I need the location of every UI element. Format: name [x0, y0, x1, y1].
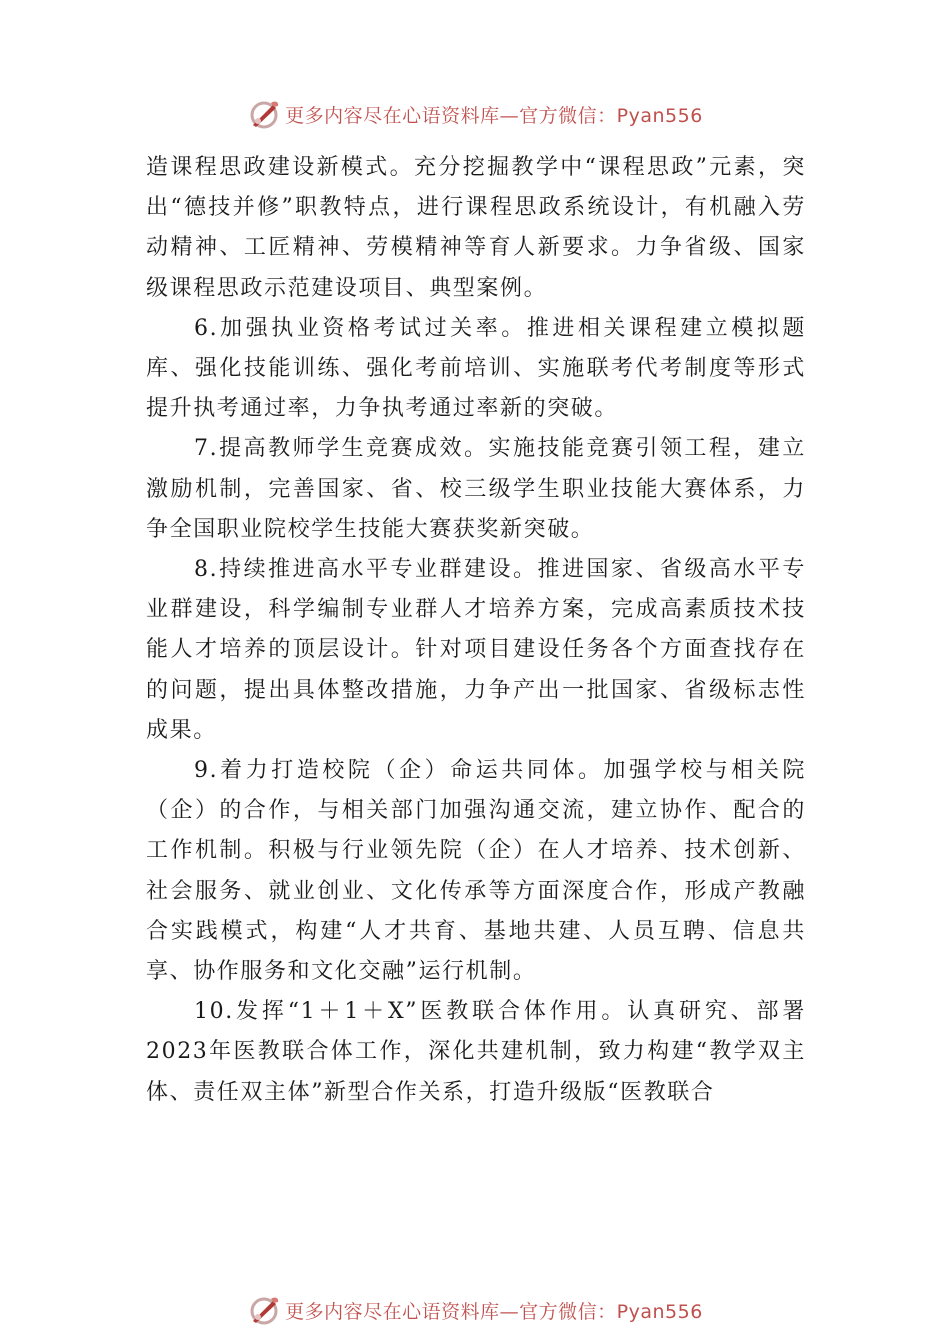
footer-watermark-main: 更多内容尽在心语资料库—	[285, 1300, 520, 1323]
header-watermark-wechat: 官方微信：Pyan556	[519, 104, 703, 127]
paragraph-item-9: 9.着力打造校院（企）命运共同体。加强学校与相关院（企）的合作，与相关部门加强沟通交流，建立协作、配合的工作机制。积极与行业领先院（企）在人才培养、技术创新、社会服务、就业创业、文化传承等方面深度合作，形成产教融合实践模式，构建“人才共育、基地共建、人员互聘、信息共享、协作服务和文化交融”运行机制。	[146, 758, 806, 985]
header-watermark-text	[285, 101, 703, 128]
brush-logo-icon	[247, 1293, 281, 1327]
header-watermark-main: 更多内容尽在心语资料库—	[285, 104, 520, 127]
paragraph-item-6: 6.加强执业资格考试过关率。推进相关课程建立模拟题库、强化技能训练、强化考前培训、实施联考代考制度等形式提升执考通过率，力争执考通过率新的突破。	[146, 315, 806, 422]
paragraph-item-7: 7.提高教师学生竞赛成效。实施技能竞赛引领工程，建立激励机制，完善国家、省、校三级学生职业技能大赛体系，力争全国职业院校学生技能大赛获奖新突破。	[146, 436, 806, 542]
paragraph-item-8: 8.持续推进高水平专业群建设。推进国家、省级高水平专业群建设，科学编制专业群人才培养方案，完成高素质技术技能人才培养的顶层设计。针对项目建设任务各个方面查找存在的问题，提出具体整改措施，力争产出一批国家、省级标志性成果。	[146, 557, 806, 743]
footer-watermark-text	[285, 1297, 703, 1324]
paragraph-continued: 造课程思政建设新模式。充分挖掘教学中“课程思政”元素，突出“德技并修”职教特点，进行课程思政系统设计，有机融入劳动精神、工匠精神、劳模精神等育人新要求。力争省级、国家级课程思政示范建设项目、典型案例。	[146, 155, 806, 301]
footer-watermark	[0, 1290, 950, 1330]
document-body	[146, 148, 806, 1113]
header-watermark	[0, 94, 950, 134]
paragraph-item-10: 10.发挥“1＋1＋X”医教联合体作用。认真研究、部署2023年医教联合体工作，深化共建机制，致力构建“教学双主体、责任双主体”新型合作关系，打造升级版“医教联合	[146, 999, 806, 1105]
footer-watermark-wechat: 官方微信：Pyan556	[519, 1300, 703, 1323]
brush-logo-icon	[247, 97, 281, 131]
